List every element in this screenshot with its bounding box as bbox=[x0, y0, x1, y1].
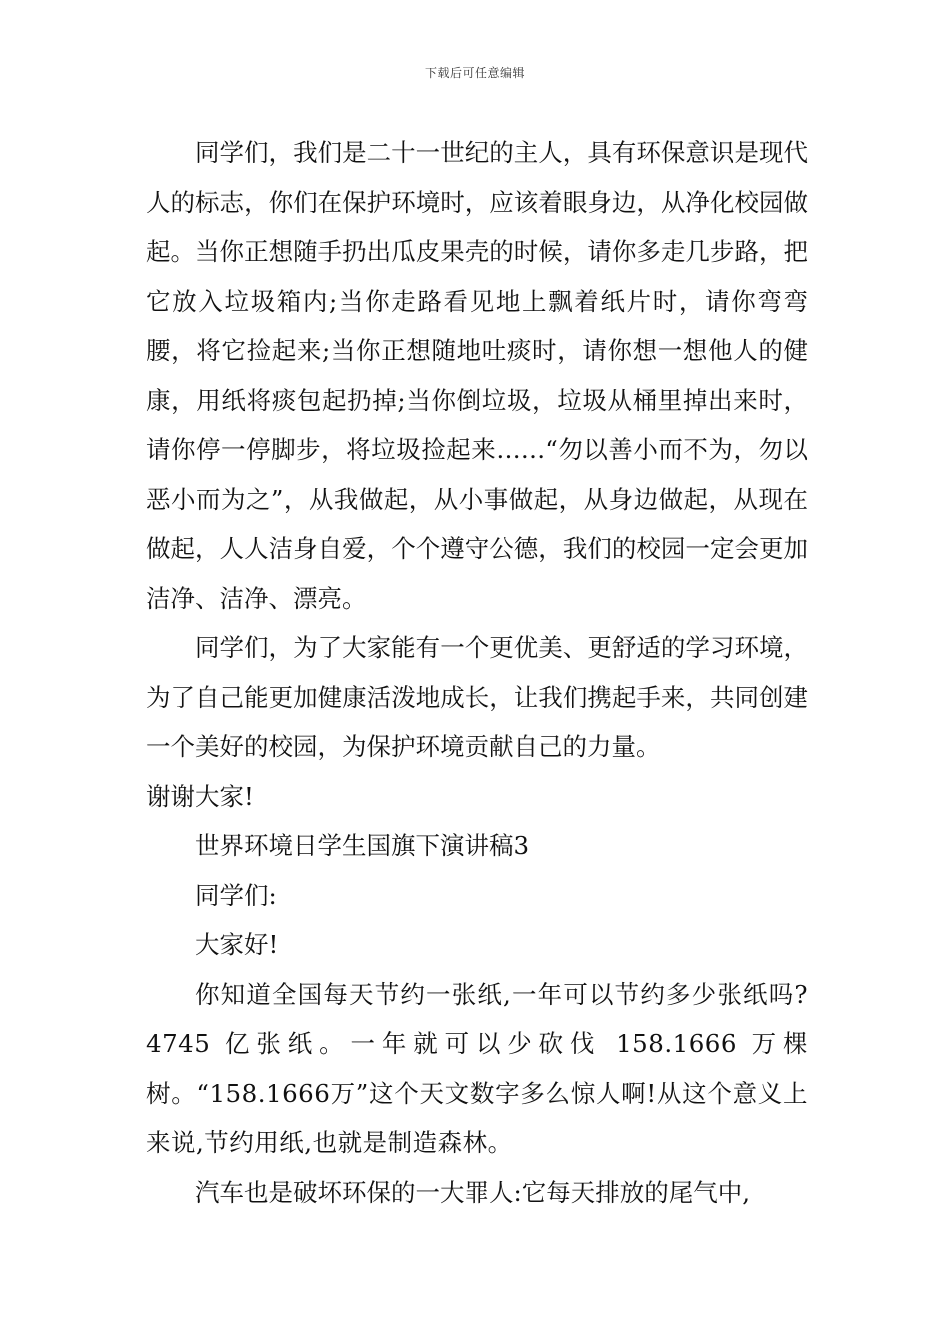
paragraph-paper-saving: 你知道全国每天节约一张纸,一年可以节约多少张纸吗?4745 亿张纸。一年就可以少砍伐 158.1666 万棵树。“158.1666万”这个天文数字多么惊人啊!从这个意义上来说,节约用纸,也就是制造森林。 bbox=[146, 979, 808, 1157]
paragraph-1: 同学们，我们是二十一世纪的主人，具有环保意识是现代人的标志，你们在保护环境时，应该着眼身边，从净化校园做起。当你正想随手扔出瓜皮果壳的时候，请你多走几步路，把它放入垃圾箱内;当你走路看见地上飘着纸片时，请你弯弯腰，将它捡起来;当你正想随地吐痰时，请你想一想他人的健康，用纸将痰包起扔掉;当你倒垃圾，垃圾从桶里掉出来时，请你停一停脚步，将垃圾捡起来……“勿以善小而不为，勿以恶小而为之”，从我做起，从小事做起，从身边做起，从现在做起，人人洁身自爱，个个遵守公德，我们的校园一定会更加洁净、洁净、漂亮。 bbox=[146, 138, 808, 613]
document-body bbox=[146, 128, 808, 1217]
greeting: 大家好! bbox=[195, 930, 279, 959]
paragraph-cars: 汽车也是破坏环保的一大罪人:它每天排放的尾气中, bbox=[195, 1177, 751, 1207]
section-title: 世界环境日学生国旗下演讲稿3 bbox=[195, 831, 530, 860]
paragraph-thanks: 谢谢大家! bbox=[146, 781, 254, 811]
page-header: 下载后可任意编辑 bbox=[424, 66, 525, 80]
paragraph-2: 同学们，为了大家能有一个更优美、更舒适的学习环境，为了自己能更加健康活泼地成长，让我们携起手来，共同创建一个美好的校园，为保护环境贡献自己的力量。 bbox=[146, 633, 808, 761]
salutation: 同学们: bbox=[195, 880, 277, 910]
